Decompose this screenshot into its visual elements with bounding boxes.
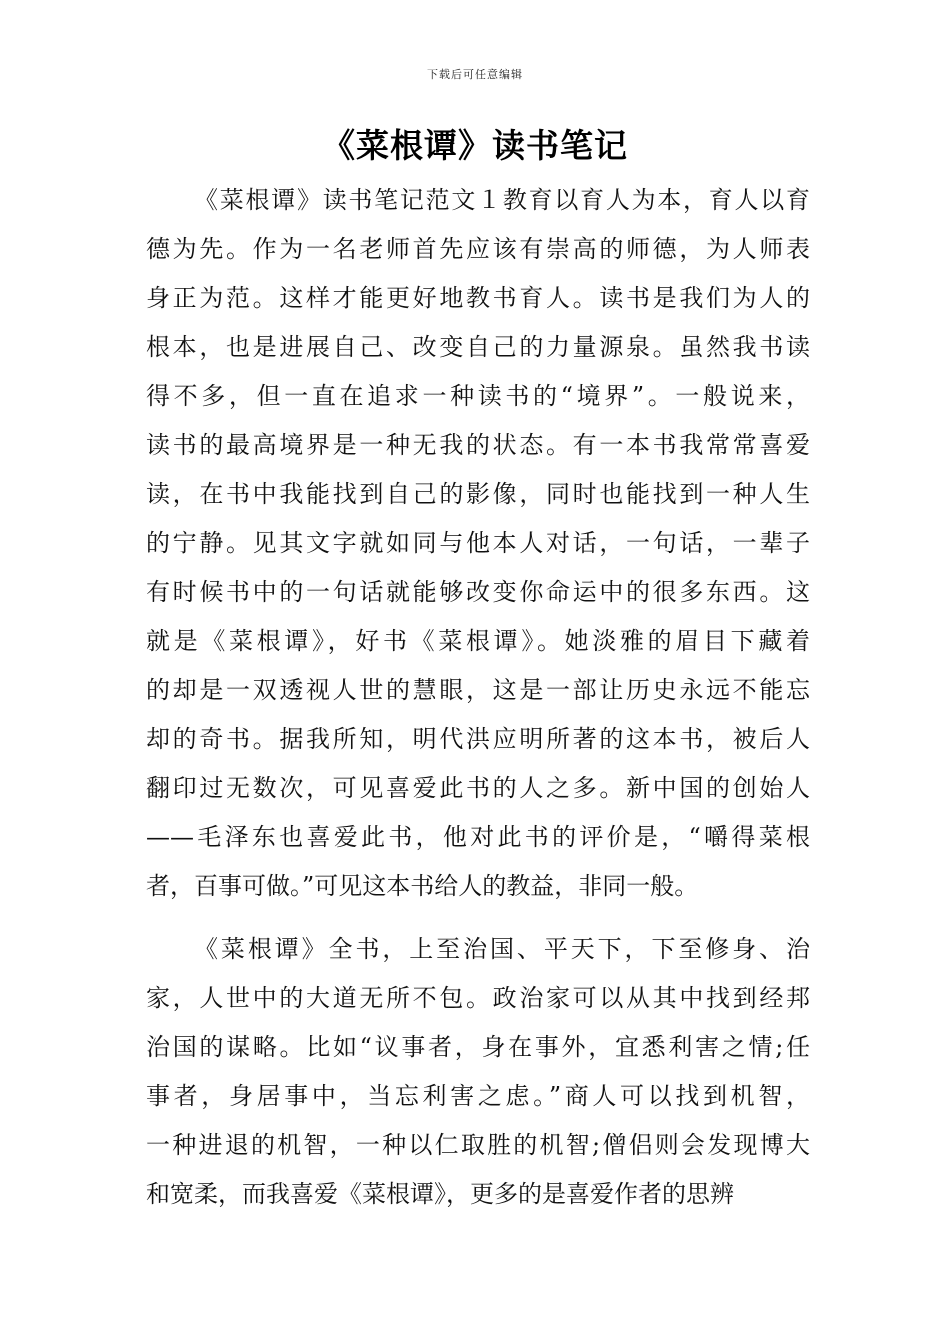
text-line: 根本，也是进展自己、改变自己的力量源泉。虽然我书读 bbox=[146, 333, 810, 361]
text-line: 治国的谋略。比如“议事者，身在事外，宜悉利害之情;任 bbox=[146, 1033, 810, 1061]
text-line: 一种进退的机智，一种以仁取胜的机智;僧侣则会发现博大 bbox=[146, 1131, 810, 1159]
text-line: 身正为范。这样才能更好地教书育人。读书是我们为人的 bbox=[146, 284, 810, 312]
text-line: 《菜根谭》全书，上至治国、平天下，下至修身、治 bbox=[194, 935, 810, 963]
text-line: 家，人世中的大道无所不包。政治家可以从其中找到经邦 bbox=[146, 984, 810, 1012]
text-line: 读，在书中我能找到自己的影像，同时也能找到一种人生 bbox=[146, 480, 810, 508]
text-line: 《菜根谭》读书笔记范文１教育以育人为本，育人以育 bbox=[194, 186, 810, 214]
text-line: 读书的最高境界是一种无我的状态。有一本书我常常喜爱 bbox=[146, 431, 810, 459]
text-line: 却的奇书。据我所知，明代洪应明所著的这本书，被后人 bbox=[146, 725, 810, 753]
text-line: 德为先。作为一名老师首先应该有崇高的师德，为人师表 bbox=[146, 235, 810, 263]
text-line: 得不多，但一直在追求一种读书的“境界”。一般说来， bbox=[146, 382, 810, 410]
text-line: 有时候书中的一句话就能够改变你命运中的很多东西。这 bbox=[146, 578, 810, 606]
text-line: 翻印过无数次，可见喜爱此书的人之多。新中国的创始人 bbox=[146, 774, 810, 802]
document-title: 《菜根谭》读书笔记 bbox=[322, 126, 628, 165]
header-note: 下载后可任意编辑 bbox=[427, 68, 523, 81]
text-line: 事者，身居事中，当忘利害之虑。”商人可以找到机智， bbox=[146, 1082, 810, 1110]
text-line: 者，百事可做。”可见这本书给人的教益，非同一般。 bbox=[146, 872, 699, 900]
text-line: 的却是一双透视人世的慧眼，这是一部让历史永远不能忘 bbox=[146, 676, 810, 704]
paragraph bbox=[146, 176, 810, 911]
text-line: ——毛泽东也喜爱此书，他对此书的评价是，“嚼得菜根 bbox=[146, 823, 810, 851]
paragraph bbox=[146, 925, 810, 1219]
document-body bbox=[146, 176, 810, 1219]
text-line: 和宽柔，而我喜爱《菜根谭》，更多的是喜爱作者的思辨 bbox=[146, 1180, 734, 1208]
text-line: 就是《菜根谭》，好书《菜根谭》。她淡雅的眉目下藏着 bbox=[146, 627, 810, 655]
text-line: 的宁静。见其文字就如同与他本人对话，一句话，一辈子 bbox=[146, 529, 810, 557]
paragraph-gap bbox=[146, 911, 810, 925]
